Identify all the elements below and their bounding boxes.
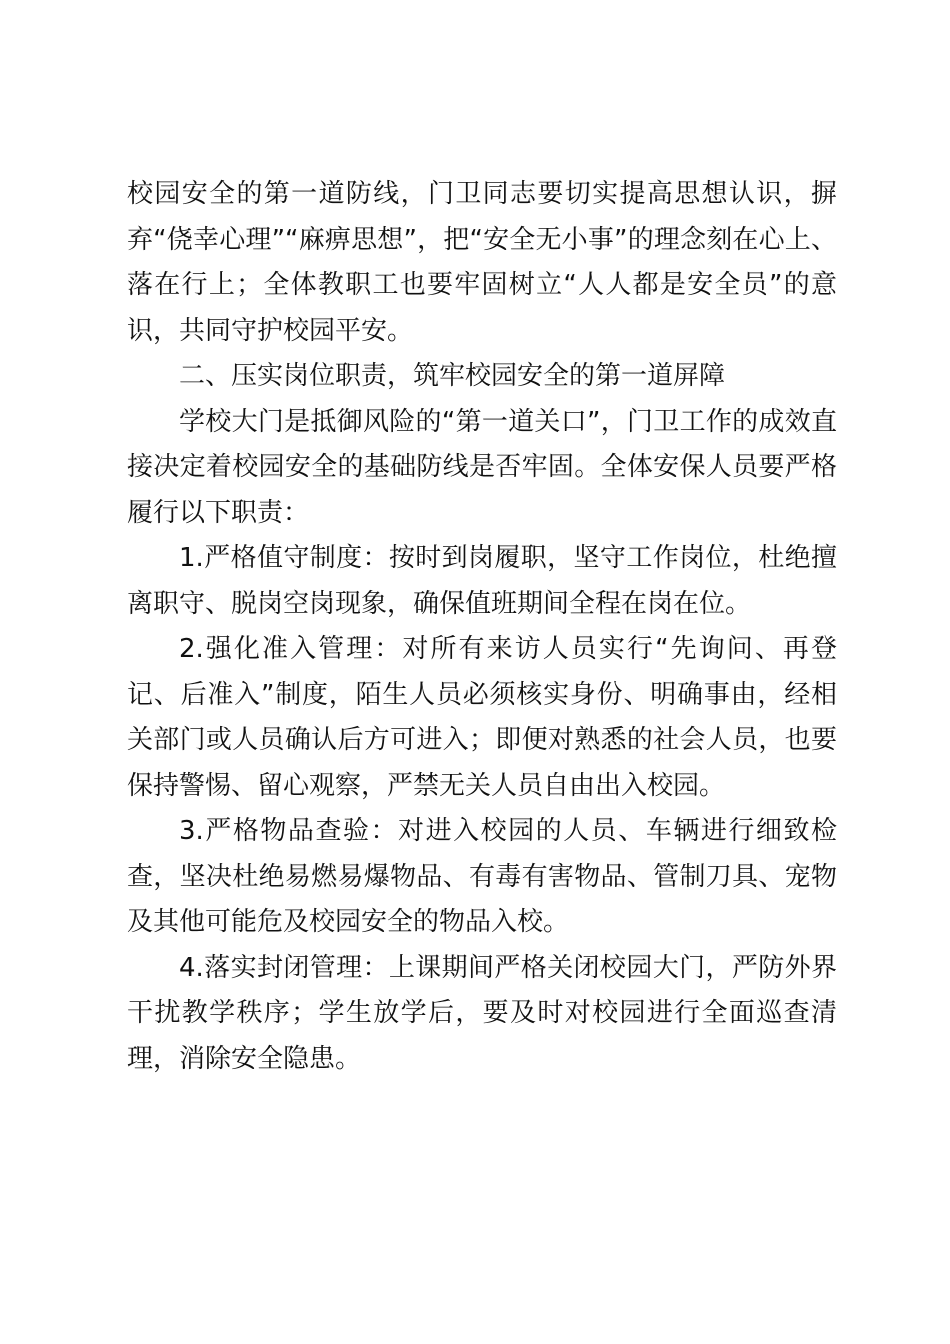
- list-item-4: 4.落实封闭管理：上课期间严格关闭校园大门，严防外界干扰教学秩序；学生放学后，要及时对校园进行全面巡查清理，消除安全隐患。: [127, 952, 837, 1074]
- list-item-3: 3.严格物品查验：对进入校园的人员、车辆进行细致检查，坚决杜绝易燃易爆物品、有毒有害物品、管制刀具、宠物及其他可能危及校园安全的物品入校。: [127, 816, 837, 937]
- document-body: [127, 172, 837, 1082]
- list-item-2: 2.强化准入管理：对所有来访人员实行“先询问、再登记、后准入”制度，陌生人员必须核实身份、明确事由，经相关部门或人员确认后方可进入；即便对熟悉的社会人员，也要保持警惕、留心观察，严禁无关人员自由出入校园。: [127, 634, 837, 801]
- paragraph-intro: 学校大门是抵御风险的“第一道关口”，门卫工作的成效直接决定着校园安全的基础防线是否牢固。全体安保人员要严格履行以下职责：: [127, 406, 837, 528]
- section-heading: 二、压实岗位职责，筑牢校园安全的第一道屏障: [179, 361, 726, 391]
- paragraph-continuation: 校园安全的第一道防线，门卫同志要切实提高思想认识，摒弃“侥幸心理”“麻痹思想”，把“安全无小事”的理念刻在心上、落在行上；全体教职工也要牢固树立“人人都是安全员”的意识，共同守护校园平安。: [127, 179, 837, 346]
- list-item-1: 1.严格值守制度：按时到岗履职，坚守工作岗位，杜绝擅离职守、脱岗空岗现象，确保值班期间全程在岗在位。: [127, 543, 837, 619]
